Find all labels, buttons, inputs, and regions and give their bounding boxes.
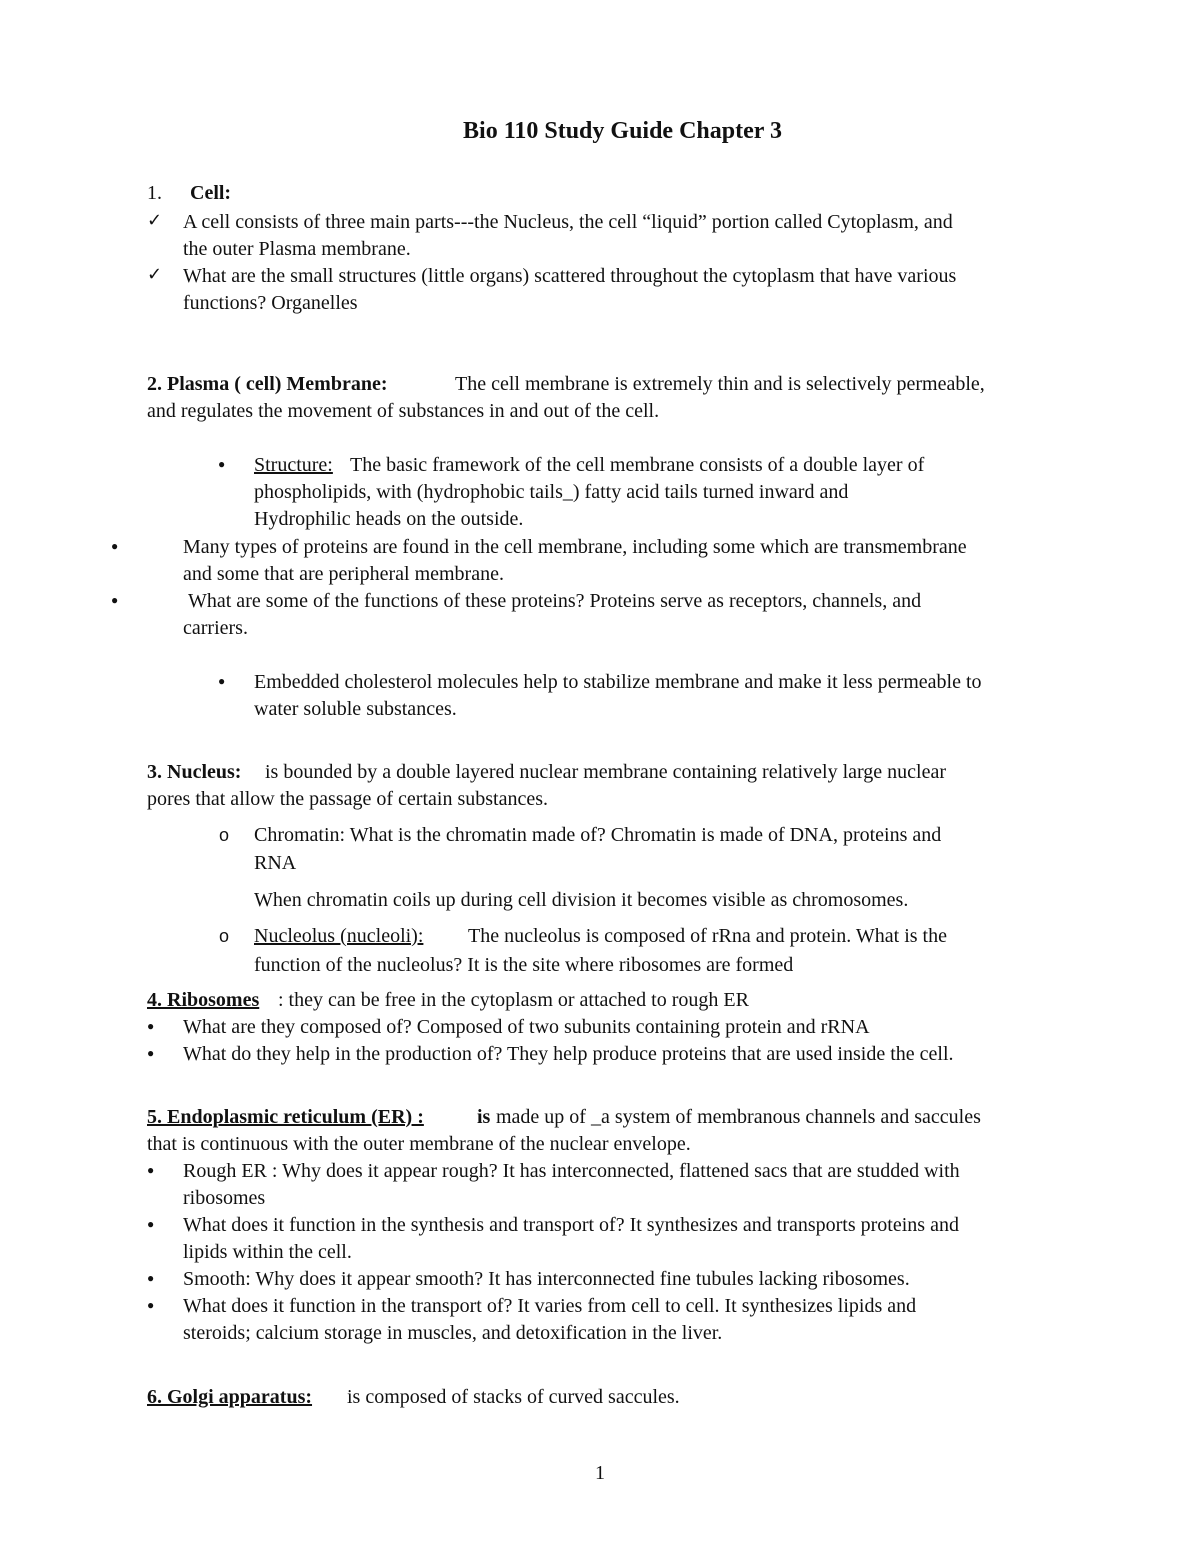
bullet-icon: ● <box>147 1163 155 1177</box>
check-icon: ✓ <box>147 264 163 285</box>
bullet-icon: ● <box>147 1217 155 1231</box>
list-item-text: ribosomes <box>183 1187 266 1209</box>
term-label: Structure: <box>254 454 333 476</box>
bullet-icon: ● <box>111 593 119 607</box>
list-item-text: Chromatin: What is the chromatin made of? Chromatin is made of DNA, proteins and <box>254 824 942 846</box>
page-number: 1 <box>595 1462 605 1484</box>
list-item-text: Hydrophilic heads on the outside. <box>254 508 524 530</box>
bullet-icon: ● <box>147 1271 155 1285</box>
bullet-icon: ● <box>147 1298 155 1312</box>
list-item-text: What do they help in the production of? They help produce proteins that are used inside the cell. <box>183 1043 954 1065</box>
section-heading: Cell: <box>190 182 232 204</box>
bullet-icon: ● <box>218 674 226 688</box>
paragraph-text: The cell membrane is extremely thin and is selectively permeable, <box>455 373 985 395</box>
list-item-text: the outer Plasma membrane. <box>183 238 411 260</box>
list-item-text: steroids; calcium storage in muscles, and detoxification in the liver. <box>183 1322 723 1344</box>
list-item-text: Many types of proteins are found in the cell membrane, including some which are transmembrane <box>183 536 967 558</box>
list-item-text: Rough ER : Why does it appear rough? It has interconnected, flattened sacs that are studded with <box>183 1160 960 1182</box>
paragraph-text: made up of _a system of membranous channels and saccules <box>496 1106 981 1128</box>
paragraph-text: and regulates the movement of substances in and out of the cell. <box>147 400 660 422</box>
section-heading: 6. Golgi apparatus: <box>147 1386 313 1408</box>
section-heading: 2. Plasma ( cell) Membrane: <box>147 373 388 395</box>
list-item-text: phospholipids, with (hydrophobic tails_) fatty acid tails turned inward and <box>254 481 849 503</box>
paragraph-text: that is continuous with the outer membrane of the nuclear envelope. <box>147 1133 691 1155</box>
bullet-icon: ● <box>218 457 226 471</box>
list-item-text: lipids within the cell. <box>183 1241 352 1263</box>
list-item-text: RNA <box>254 852 297 874</box>
circle-bullet-icon: o <box>219 825 230 845</box>
term-label: Nucleolus (nucleoli): <box>254 925 424 947</box>
list-item-text: A cell consists of three main parts---the Nucleus, the cell “liquid” portion called Cytoplasm, and <box>183 211 953 233</box>
page-title: Bio 110 Study Guide Chapter 3 <box>463 118 782 144</box>
paragraph-text: pores that allow the passage of certain substances. <box>147 788 548 810</box>
list-item-text: function of the nucleolus? It is the site where ribosomes are formed <box>254 954 794 976</box>
section-number: 1. <box>147 182 162 204</box>
list-item-text: When chromatin coils up during cell division it becomes visible as chromosomes. <box>254 889 909 911</box>
list-item-text: Embedded cholesterol molecules help to stabilize membrane and make it less permeable to <box>254 671 982 693</box>
list-item-text: What are the small structures (little organs) scattered throughout the cytoplasm that have various <box>183 265 957 287</box>
list-item-text: carriers. <box>183 617 248 639</box>
list-item-text: The basic framework of the cell membrane consists of a double layer of <box>350 454 925 476</box>
list-item-text: and some that are peripheral membrane. <box>183 563 504 585</box>
circle-bullet-icon: o <box>219 926 230 946</box>
paragraph-text: : they can be free in the cytoplasm or attached to rough ER <box>278 989 749 1011</box>
list-item-text: water soluble substances. <box>254 698 457 720</box>
check-icon: ✓ <box>147 210 163 231</box>
list-item-text: Smooth: Why does it appear smooth? It has interconnected fine tubules lacking ribosomes. <box>183 1268 910 1290</box>
list-item-text: The nucleolus is composed of rRna and protein. What is the <box>468 925 947 947</box>
section-heading: 5. Endoplasmic reticulum (ER) : <box>147 1106 424 1128</box>
bullet-icon: ● <box>147 1019 155 1033</box>
list-item-text: What are they composed of? Composed of two subunits containing protein and rRNA <box>183 1016 870 1038</box>
section-heading: 4. Ribosomes <box>147 989 260 1011</box>
list-item-text: What does it function in the transport of? It varies from cell to cell. It synthesizes lipids and <box>183 1295 917 1317</box>
list-item-text: functions? Organelles <box>183 292 358 314</box>
paragraph-text: is <box>477 1106 491 1128</box>
bullet-icon: ● <box>147 1046 155 1060</box>
section-heading: 3. Nucleus: <box>147 761 242 783</box>
paragraph-text: is bounded by a double layered nuclear membrane containing relatively large nuclear <box>265 761 947 783</box>
paragraph-text: is composed of stacks of curved saccules. <box>347 1386 680 1408</box>
list-item-text: What does it function in the synthesis and transport of? It synthesizes and transports proteins and <box>183 1214 959 1236</box>
bullet-icon: ● <box>111 539 119 553</box>
list-item-text: What are some of the functions of these proteins? Proteins serve as receptors, channels, and <box>188 590 922 612</box>
